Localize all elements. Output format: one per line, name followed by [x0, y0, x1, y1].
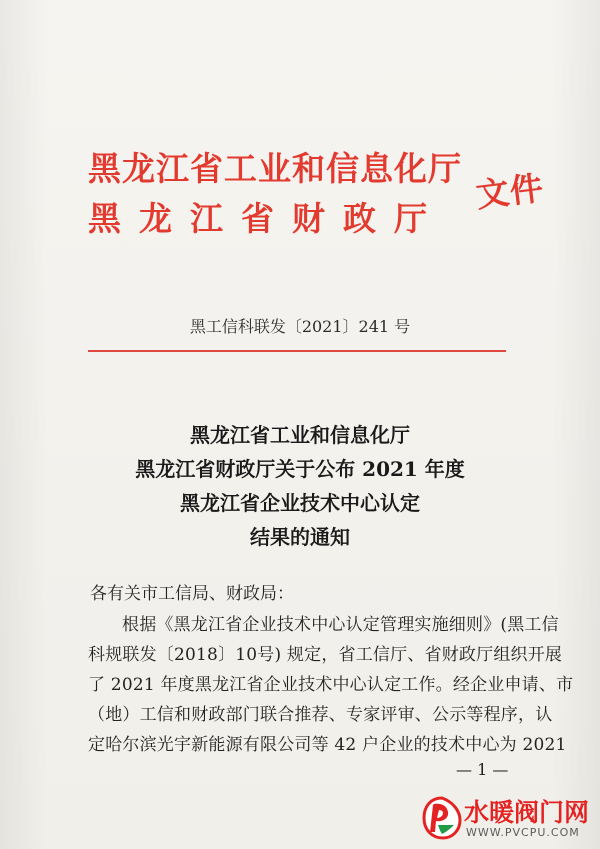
body-paragraph	[88, 610, 574, 760]
body-line-4: （地）工信和财政部门联合推荐、专家评审、公示等程序，认	[88, 705, 553, 725]
title-line-4: 结果的通知	[250, 525, 350, 549]
agency-name-line-1: 黑龙江省工业和信息化厅	[88, 149, 462, 188]
watermark-site-url: WWW.PVCPU.COM	[466, 826, 580, 839]
recipient-line: 各有关市工信局、财政局：	[90, 584, 294, 604]
body-line-5: 定哈尔滨光宇新能源有限公司等 42 户企业的技术中心为 2021	[88, 735, 567, 755]
agency-name-line-2: 黑龙江省财政厅	[88, 199, 445, 238]
document-type-label: 文件	[473, 168, 547, 216]
document-title	[0, 418, 600, 554]
title-line-3: 黑龙江省企业技术中心认定	[180, 491, 420, 515]
watermark-site-name: 水暖阀门网	[464, 798, 590, 827]
document-reference-number: 黑工信科联发〔2021〕241 号	[189, 317, 411, 336]
official-red-header	[88, 149, 547, 258]
site-watermark	[418, 794, 593, 842]
red-separator-line	[88, 350, 506, 352]
title-line-1: 黑龙江省工业和信息化厅	[190, 423, 410, 447]
title-line-2: 黑龙江省财政厅关于公布 2021 年度	[135, 457, 465, 481]
page-number: — 1 —	[456, 760, 509, 779]
body-line-3: 了 2021 年度黑龙江省企业技术中心认定工作。经企业申请、市	[88, 675, 574, 695]
body-line-1: 根据《黑龙江省企业技术中心认定管理实施细则》(黑工信	[122, 615, 559, 635]
pv-logo-icon	[418, 794, 466, 842]
body-line-2: 科规联发〔2018〕10号) 规定，省工信厅、省财政厅组织开展	[88, 645, 563, 665]
